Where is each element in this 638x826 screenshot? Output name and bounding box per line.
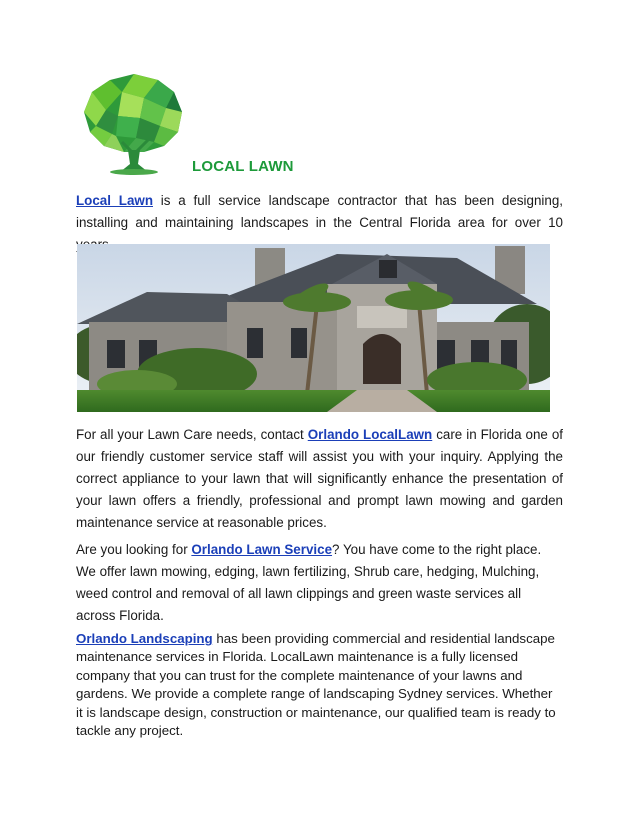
intro-text: is a full service landscape contractor that has been designing, installing and maintaining landscapes in the Central Florida area for over 10 (76, 193, 563, 230)
para2-text-before: For all your Lawn Care needs, contact (76, 427, 308, 442)
tree-logo-icon (78, 72, 190, 176)
para3-text-before: Are you looking for (76, 542, 192, 557)
orlando-lawn-service-link[interactable]: Orlando Lawn Service (191, 542, 333, 557)
house-photo-icon (77, 244, 550, 412)
orlando-landscaping-link[interactable]: Orlando Landscaping (76, 631, 213, 646)
landscaping-paragraph (76, 630, 556, 740)
lawn-service-paragraph (76, 539, 563, 627)
para4-text-after: has been providing commercial and residential landscape maintenance services in Florida. LocalLawn maintenance is a fully licensed company that you can trust for the complete maintenance of your lawns and gardens. We provide a complete range of landscaping Sydney services. Whether it is landscape design, construction or maintenance, our qualified team is ready to tackle any project. (76, 631, 556, 739)
page-title: LOCAL LAWN (192, 158, 294, 175)
lawn-care-paragraph (76, 424, 563, 534)
para2-text-after: care in Florida one of our friendly customer service staff will assist you with your inquiry. Applying the correct appliance to your lawn that will significantly enhance the presentation of your lawn offers a friendly, professional and prompt lawn mowing and garden maintenance service at reasonable prices. (76, 427, 563, 530)
orlando-locallawn-link[interactable]: Orlando LocalLawn (307, 427, 433, 442)
para3-text-after: ? You have come to the right place. We offer lawn mowing, edging, lawn fertilizing, Shrub care, hedging, Mulching, weed control and removal of all lawn clippings and green waste services all across Florida. (76, 542, 542, 623)
local-lawn-link[interactable]: Local Lawn (76, 193, 153, 208)
